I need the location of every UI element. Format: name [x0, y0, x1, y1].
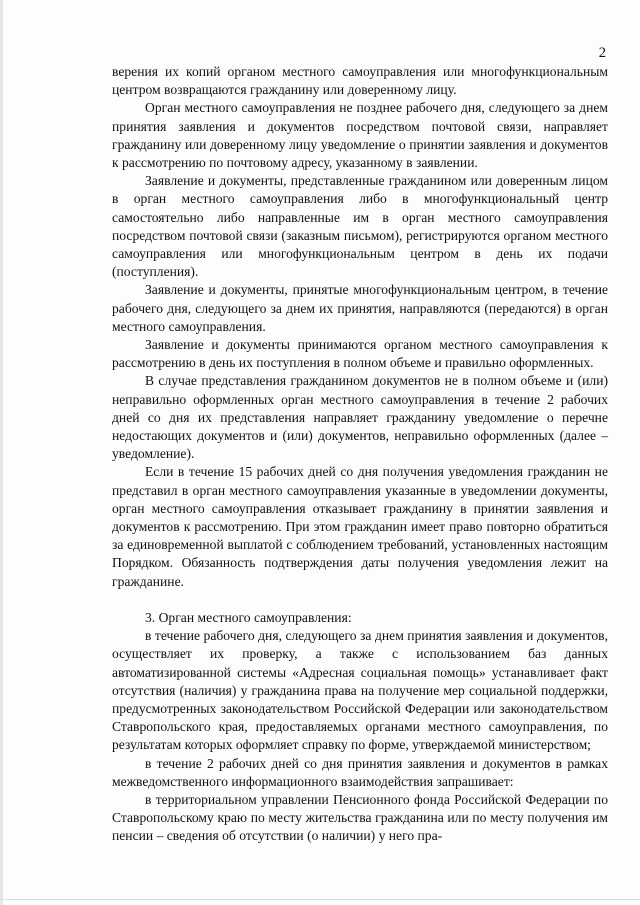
paragraph-gap: [112, 591, 608, 609]
paragraph-mfc-transfer: Заявление и документы, принятые многофункциональным центром, в течение рабочего дня, следующего за днем их принятия, направляются (передаются) в орган местного самоуправления.: [112, 282, 608, 334]
page-number: 2: [598, 45, 606, 61]
paragraph-registration: Заявление и документы, представленные гражданином или доверенным лицом в орган местного самоуправления либо в многофункциональный центр самостоятельно либо направленные им в орган местного самоуправления посредством почтовой связи (заказным письмом), регистрируются органом местного самоуправления или многофункциональным центром в день их подачи (поступления).: [112, 173, 608, 280]
scan-bottom-line: [0, 899, 640, 900]
paragraph-incomplete-documents: В случае представления гражданином документов не в полном объеме и (или) неправильно оформленных орган местного самоуправления в течение 2 рабочих дней со дня их представления направляет гражданину уведомление о перечне недостающих документов и (или) документов, неправильно оформленных (далее – уведомление).: [112, 373, 608, 462]
document-body: [112, 63, 608, 846]
paragraph-interagency-request: в течение 2 рабочих дней со дня принятия заявления и документов в рамках межведомственного информационного взаимодействия запрашивает:: [112, 755, 608, 789]
paragraph-acceptance: Заявление и документы принимаются органом местного самоуправления к рассмотрению в день их поступления в полном объеме и правильно оформленных.: [112, 337, 608, 371]
paragraph-verification: в течение рабочего дня, следующего за днем принятия заявления и документов, осуществляет их проверку, а также с использованием баз данных автоматизированной системы «Адресная социальная помощь» устанавливает факт отсутствия (наличия) у гражданина права на получение мер социальной поддержки, предусмотренных законодательством Российской Федерации или законодательством Ставропольского края, предоставляемых органами местного самоуправления, по результатам которых оформляет справку по форме, утверждаемой министерством;: [112, 628, 608, 753]
paragraph-refusal: Если в течение 15 рабочих дней со дня получения уведомления гражданин не представил в орган местного самоуправления указанные в уведомлении документы, орган местного самоуправления отказывает гражданину в принятии заявления и документов к рассмотрению. При этом гражданин имеет право повторно обратиться за единовременной выплатой с соблюдением требований, установленных настоящим Порядком. Обязанность подтверждения даты получения уведомления лежит на гражданине.: [112, 464, 608, 589]
scan-edge: [0, 0, 3, 905]
paragraph-continuation: верения их копий органом местного самоуправления или многофункциональным центром возвращаются гражданину или доверенному лицу.: [112, 64, 608, 98]
section-heading: 3. Орган местного самоуправления:: [145, 609, 352, 625]
paragraph-pension-fund: в территориальном управлении Пенсионного фонда Российской Федерации по Ставропольскому краю по месту жительства гражданина или по месту получения им пенсии – сведения об отсутствии (о наличии) у него пра-: [112, 791, 608, 844]
paragraph-postal-notification: Орган местного самоуправления не позднее рабочего дня, следующего за днем принятия заявления и документов посредством почтовой связи, направляет гражданину или доверенному лицу уведомление о принятии заявления и документов к рассмотрению по почтовому адресу, указанному в заявлении.: [112, 100, 608, 171]
